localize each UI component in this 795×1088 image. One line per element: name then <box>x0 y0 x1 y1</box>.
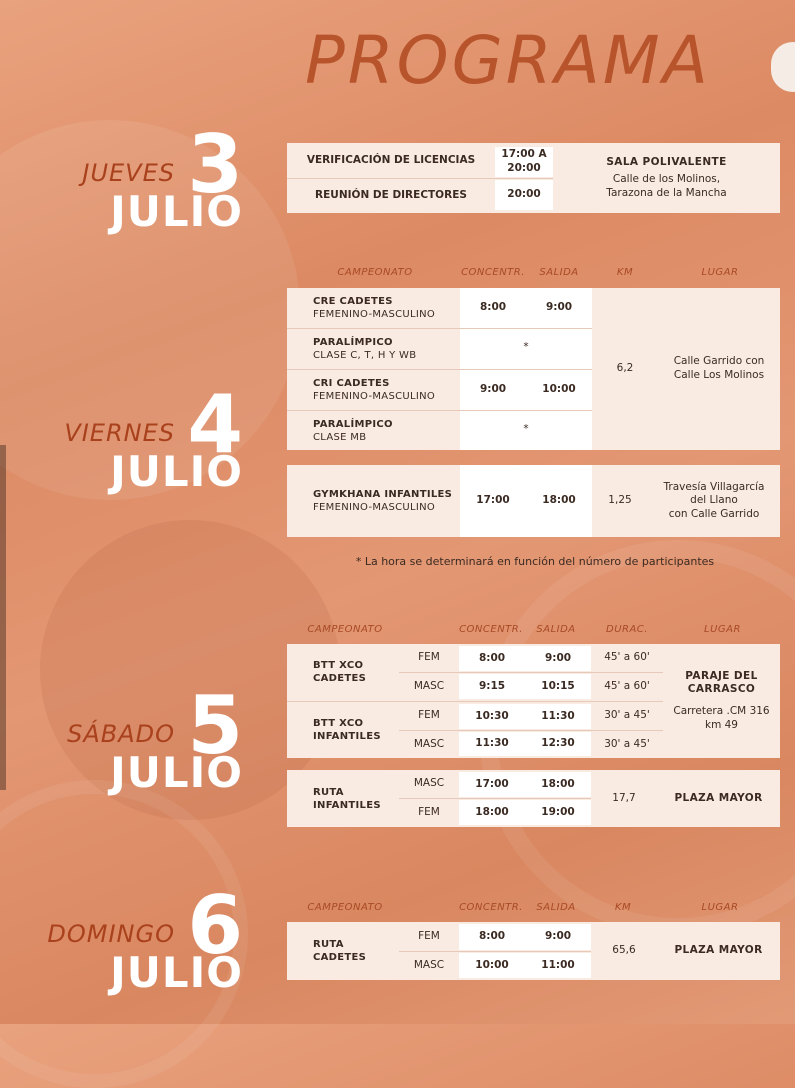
col-header-concentr: CONCENTR. <box>459 902 523 913</box>
venue-line: Tarazona de la Mancha <box>606 186 727 199</box>
event-title: PARALÍMPICO <box>313 418 393 430</box>
day-number: 4 <box>187 378 243 471</box>
saturday-btt-table <box>287 644 780 758</box>
day-number: 3 <box>187 118 243 211</box>
event-title: CADETES <box>313 952 367 963</box>
durac-cell: 45' a 60' <box>604 651 650 664</box>
day-name: JUEVES <box>82 159 175 187</box>
event-title: PARALÍMPICO <box>313 337 393 348</box>
event-title: INFANTILES <box>313 731 381 742</box>
venue-cell <box>658 288 780 450</box>
salida-cell: 9:00 <box>525 924 591 950</box>
concentr-cell: 8:00 <box>459 924 525 950</box>
venue-title: PARAJE DEL <box>685 669 758 682</box>
day-label-friday <box>3 378 243 496</box>
salida-cell: 10:00 <box>526 370 592 410</box>
page-title: PROGRAMA <box>305 22 711 99</box>
day-name: VIERNES <box>64 419 175 447</box>
venue-line: Calle Garrido con <box>673 355 765 368</box>
event-title: RUTA <box>313 786 344 798</box>
salida-cell: 10:15 <box>525 674 591 699</box>
sunday-ruta-table <box>287 922 780 980</box>
gymkhana-table <box>287 465 780 537</box>
salida-cell: 18:00 <box>525 772 591 797</box>
col-header-campeonato: CAMPEONATO <box>307 902 383 913</box>
category-cell: FEM <box>418 651 440 664</box>
venue-line: del Llano <box>690 494 738 507</box>
venue-cell <box>663 644 780 758</box>
salida-cell: 18:00 <box>526 465 592 537</box>
event-cell <box>287 702 399 758</box>
col-header-campeonato: CAMPEONATO <box>337 267 413 278</box>
day-name: DOMINGO <box>47 920 175 948</box>
col-header-lugar: LUGAR <box>701 902 739 913</box>
event-subtitle: FEMENINO-MASCULINO <box>313 391 436 402</box>
venue-cell <box>553 143 780 213</box>
venue-line: Calle Los Molinos <box>673 369 765 381</box>
category-cell: MASC <box>413 777 445 790</box>
event-title: CRE CADETES <box>313 296 393 307</box>
thursday-table <box>287 143 780 213</box>
category-cell: MASC <box>413 959 445 972</box>
month-label: JULIO <box>110 948 243 997</box>
durac-cell: 30' a 45' <box>604 737 650 750</box>
time-tbd-cell: * <box>460 411 592 450</box>
km-cell: 17,7 <box>612 791 636 804</box>
event-title: RUTA <box>313 939 344 950</box>
col-header-salida: SALIDA <box>539 267 579 278</box>
event-subtitle: CLASE MB <box>313 431 367 443</box>
km-cell: 1,25 <box>608 494 632 507</box>
event-title: BTT XCO <box>313 718 364 729</box>
event-cell: VERIFICACIÓN DE LICENCIAS <box>306 153 476 166</box>
month-label: JULIO <box>110 748 243 797</box>
event-subtitle: FEMENINO-MASCULINO <box>313 309 436 320</box>
concentr-cell: 9:00 <box>460 370 526 410</box>
footnote: * La hora se determinará en función del número de participantes <box>355 555 715 568</box>
col-header-km: KM <box>614 902 632 913</box>
event-cell <box>287 411 460 450</box>
event-cell <box>287 288 460 328</box>
event-title: CRI CADETES <box>313 378 390 389</box>
friday-table <box>287 288 780 450</box>
event-title: INFANTILES <box>313 799 381 811</box>
col-header-lugar: LUGAR <box>704 624 741 635</box>
salida-cell: 11:30 <box>525 704 591 729</box>
col-header-concentr: CONCENTR. <box>461 267 525 278</box>
event-cell <box>287 770 399 827</box>
category-cell: FEM <box>418 929 440 942</box>
col-header-concentr: CONCENTR. <box>459 624 523 635</box>
day-number: 5 <box>187 679 243 772</box>
day-number: 6 <box>187 879 243 972</box>
venue-line: Travesía Villagarcía <box>663 480 765 493</box>
month-label: JULIO <box>110 447 243 496</box>
concentr-cell: 9:15 <box>459 674 525 699</box>
venue-line: Calle de los Molinos, <box>612 173 721 186</box>
day-label-saturday <box>3 679 243 797</box>
salida-cell: 9:00 <box>526 288 592 328</box>
month-label: JULIO <box>110 187 243 236</box>
venue-line: con Calle Garrido <box>668 507 760 520</box>
col-header-km: KM <box>616 267 634 278</box>
event-cell <box>287 370 460 410</box>
category-cell: FEM <box>418 806 440 819</box>
col-header-campeonato: CAMPEONATO <box>307 624 383 635</box>
venue-title: CARRASCO <box>687 683 756 696</box>
event-cell <box>287 922 399 980</box>
event-subtitle: CLASE C, T, H Y WB <box>313 350 417 361</box>
concentr-cell: 17:00 <box>460 465 526 537</box>
day-label-sunday <box>3 879 243 997</box>
category-cell: MASC <box>413 680 445 693</box>
event-title: CADETES <box>313 673 367 684</box>
time-tbd-cell: * <box>460 329 592 369</box>
concentr-cell: 18:00 <box>459 800 525 825</box>
event-title: BTT XCO <box>313 660 364 671</box>
venue-title: SALA POLIVALENTE <box>606 155 727 168</box>
concentr-cell: 11:30 <box>459 732 525 756</box>
km-cell: 6,2 <box>616 362 634 375</box>
salida-cell: 12:30 <box>525 732 591 756</box>
concentr-cell: 8:00 <box>460 288 526 328</box>
concentr-cell: 10:00 <box>459 953 525 978</box>
km-cell: 65,6 <box>612 944 636 957</box>
event-title: GYMKHANA INFANTILES <box>313 489 453 500</box>
concentr-cell: 8:00 <box>459 646 525 671</box>
saturday-ruta-table <box>287 770 780 827</box>
category-cell: MASC <box>413 737 445 750</box>
salida-cell: 19:00 <box>525 800 591 825</box>
category-cell: FEM <box>418 709 440 722</box>
event-cell: REUNIÓN DE DIRECTORES <box>315 189 467 202</box>
durac-cell: 45' a 60' <box>604 680 650 693</box>
page-tab[interactable] <box>771 42 795 92</box>
venue-cell: PLAZA MAYOR <box>674 944 763 957</box>
col-header-salida: SALIDA <box>536 624 576 635</box>
concentr-cell: 17:00 <box>459 772 525 797</box>
salida-cell: 9:00 <box>525 646 591 671</box>
day-label-thursday <box>3 118 243 236</box>
col-header-lugar: LUGAR <box>701 267 739 278</box>
venue-line: km 49 <box>704 718 738 731</box>
time-cell: 17:00 A 20:00 <box>495 147 553 177</box>
event-cell <box>287 465 460 537</box>
durac-cell: 30' a 45' <box>604 709 650 722</box>
event-subtitle: FEMENINO-MASCULINO <box>313 502 436 513</box>
venue-line: Carretera .CM 316 <box>673 705 770 717</box>
col-header-salida: SALIDA <box>536 902 576 913</box>
time-cell: 20:00 <box>495 180 553 210</box>
event-cell <box>287 329 460 369</box>
venue-cell <box>648 465 780 537</box>
day-name: SÁBADO <box>67 720 175 748</box>
concentr-cell: 10:30 <box>459 704 525 729</box>
venue-cell: PLAZA MAYOR <box>674 791 763 804</box>
col-header-durac: DURAC. <box>606 624 648 635</box>
salida-cell: 11:00 <box>525 953 591 978</box>
event-cell <box>287 644 399 700</box>
